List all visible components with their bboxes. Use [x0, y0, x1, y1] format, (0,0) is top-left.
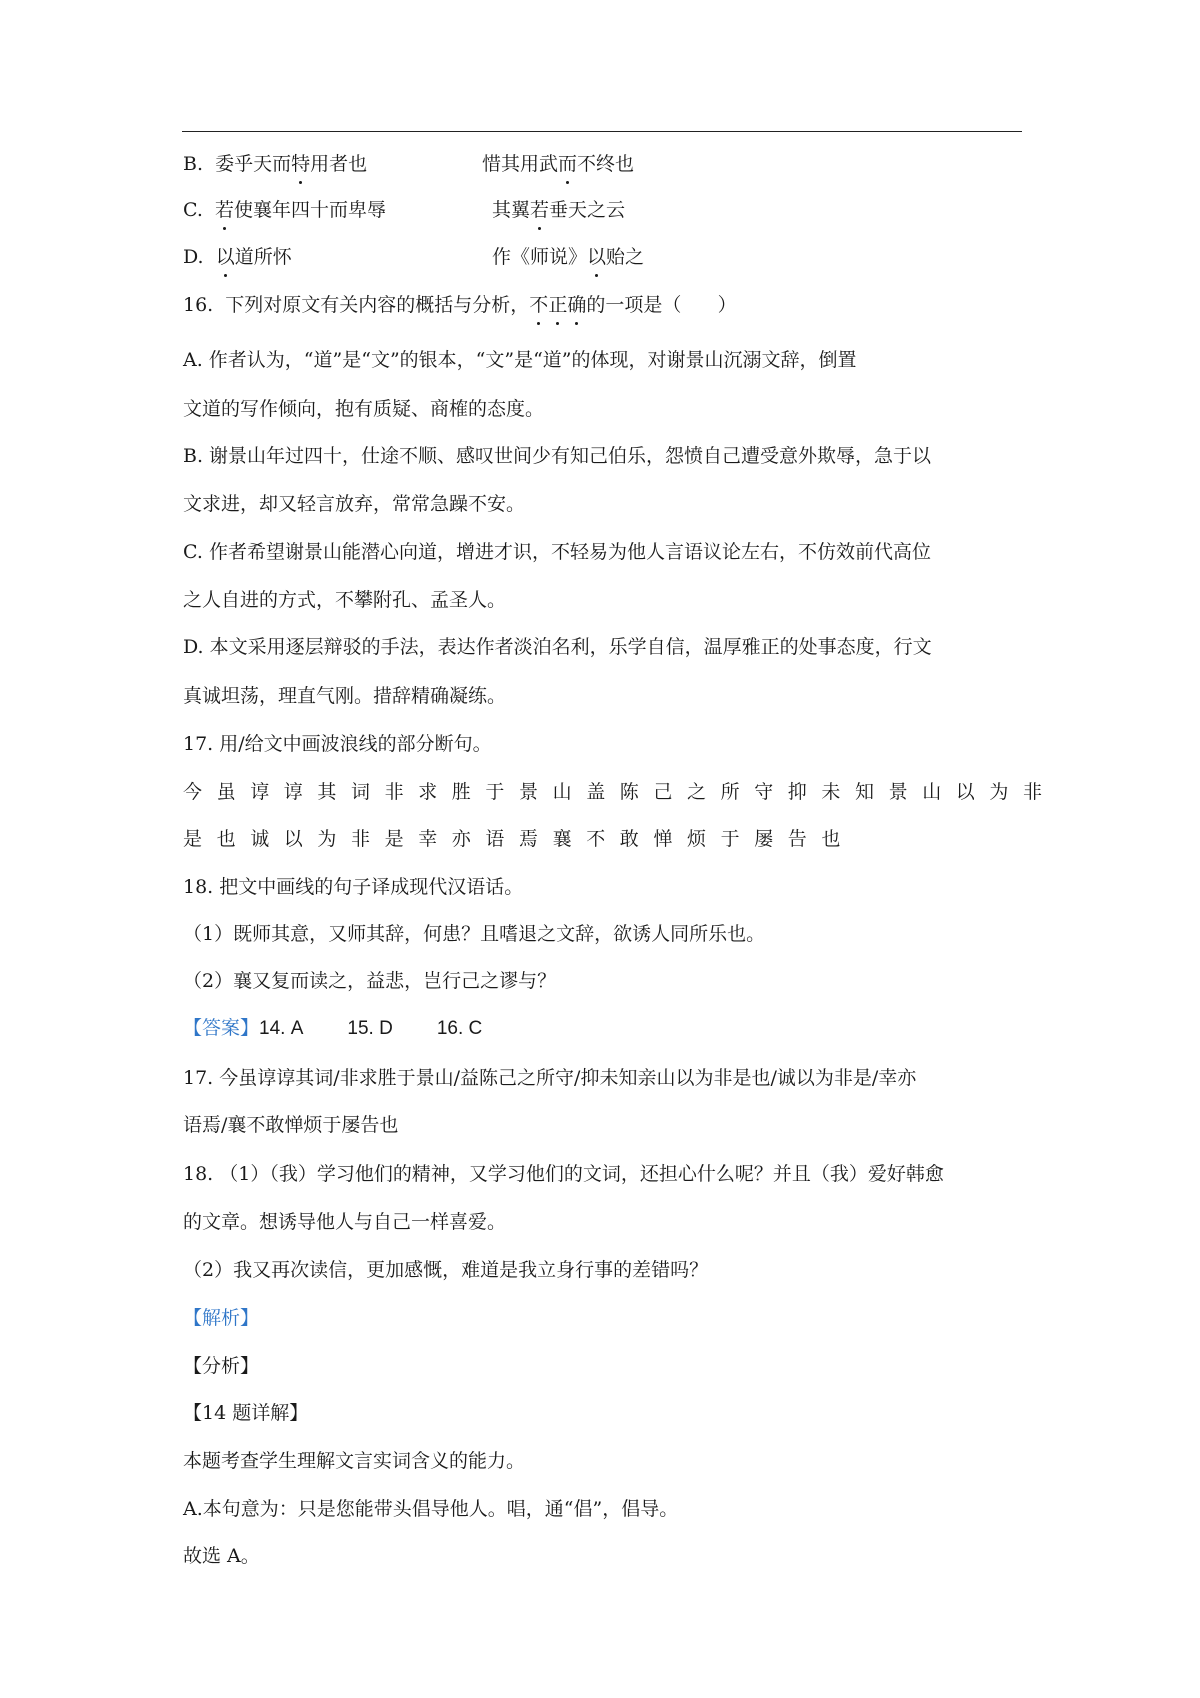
q16-option-d-line2: 真诚坦荡，理直气刚。措辞精确凝练。 [183, 685, 507, 707]
answer-18-line2: 的文章。想诱导他人与自己一样喜爱。 [183, 1211, 507, 1233]
q16-stem: 16. 下列对原文有关内容的概括与分析，不正确的一项是（ ） [183, 294, 737, 316]
q15-option-d [183, 244, 292, 270]
answer-17-line2: 语焉/襄不敢惮烦于屡告也 [183, 1114, 399, 1136]
q17-stem: 17. 用/给文中画波浪线的部分断句。 [183, 733, 492, 755]
q17-text-line2: 是也诚以为非是幸亦语焉襄不敢惮烦于屡告也 [183, 828, 856, 850]
header-rule [182, 131, 1022, 132]
answer-tag: 【答案】 [183, 1017, 260, 1039]
option-left-text: 若使襄年四十而卑辱 [215, 199, 387, 221]
answer-14: 14. A [259, 1018, 304, 1039]
q16-option-b-line1: B. 谢景山年过四十，仕途不顺、感叹世间少有知己伯乐，怨愤自己遭受意外欺辱，急于以 [183, 445, 932, 467]
analysis-tag: 【解析】 [183, 1307, 260, 1329]
q18-sentence2: （2）襄又复而读之，益悲，岂行己之谬与？ [183, 970, 557, 992]
analysis-paragraph-2: A.本句意为：只是您能带头倡导他人。唱，通“倡”，倡导。 [183, 1498, 679, 1520]
option-label: C. [183, 199, 203, 221]
q16-option-c-line2: 之人自进的方式，不攀附孔、孟圣人。 [183, 589, 507, 611]
q15-option-c-right: 其翼若垂天之云 [492, 199, 626, 221]
option-label: D. [183, 246, 204, 268]
q18-stem: 18. 把文中画线的句子译成现代汉语话。 [183, 876, 524, 898]
answer-row [183, 1015, 482, 1042]
q18-sentence1: （1）既师其意，又师其辞，何患？且嗜退之文辞，欲诱人同所乐也。 [183, 923, 766, 945]
analysis-paragraph-3: 故选 A。 [183, 1545, 260, 1567]
q16-option-a-line1: A. 作者认为，“道”是“文”的银本，“文”是“道”的体现，对谢景山沉溺文辞，倒置 [183, 349, 857, 371]
q16-option-c-line1: C. 作者希望谢景山能潜心向道，增进才识，不轻易为他人言语议论左右，不仿效前代高位 [183, 541, 931, 563]
option-label: B. [183, 153, 204, 175]
q16-option-d-line1: D. 本文采用逐层辩驳的手法，表达作者淡泊名利，乐学自信，温厚雅正的处事态度，行文 [183, 636, 932, 658]
q16-option-b-line2: 文求进，却又轻言放弃，常常急躁不安。 [183, 493, 526, 515]
q15-option-b-right: 惜其用武而不终也 [482, 153, 635, 175]
q15-option-d-right: 作《师说》以贻之 [492, 246, 645, 268]
q15-option-c [183, 197, 386, 223]
answer-15: 15. D [347, 1018, 393, 1039]
q16-option-a-line2: 文道的写作倾向，抱有质疑、商榷的态度。 [183, 398, 545, 420]
analysis-paragraph-1: 本题考查学生理解文言实词含义的能力。 [183, 1450, 526, 1472]
option-left-text: 委乎天而特用者也 [215, 153, 368, 175]
answer-18-part2: （2）我又再次读信，更加感慨，难道是我立身行事的差错吗？ [183, 1259, 709, 1281]
answer-18-line1: 18. （1）（我）学习他们的精神，又学习他们的文词，还担心什么呢？并且（我）爱好韩愈 [183, 1163, 944, 1185]
answer-17-line1: 17. 今虽谆谆其词/非求胜于景山/益陈己之所守/抑未知亲山以为非是也/诚以为非是/幸亦 [183, 1067, 917, 1089]
q17-text-line1: 今虽谆谆其词非求胜于景山盖陈己之所守抑未知景山以为非 [183, 781, 1057, 803]
analysis-fenxi: 【分析】 [183, 1355, 260, 1377]
answer-16: 16. C [436, 1018, 483, 1039]
option-left-text: 以道所怀 [215, 246, 292, 268]
analysis-detail-14: 【14 题详解】 [183, 1402, 309, 1424]
q15-option-b [183, 151, 367, 177]
